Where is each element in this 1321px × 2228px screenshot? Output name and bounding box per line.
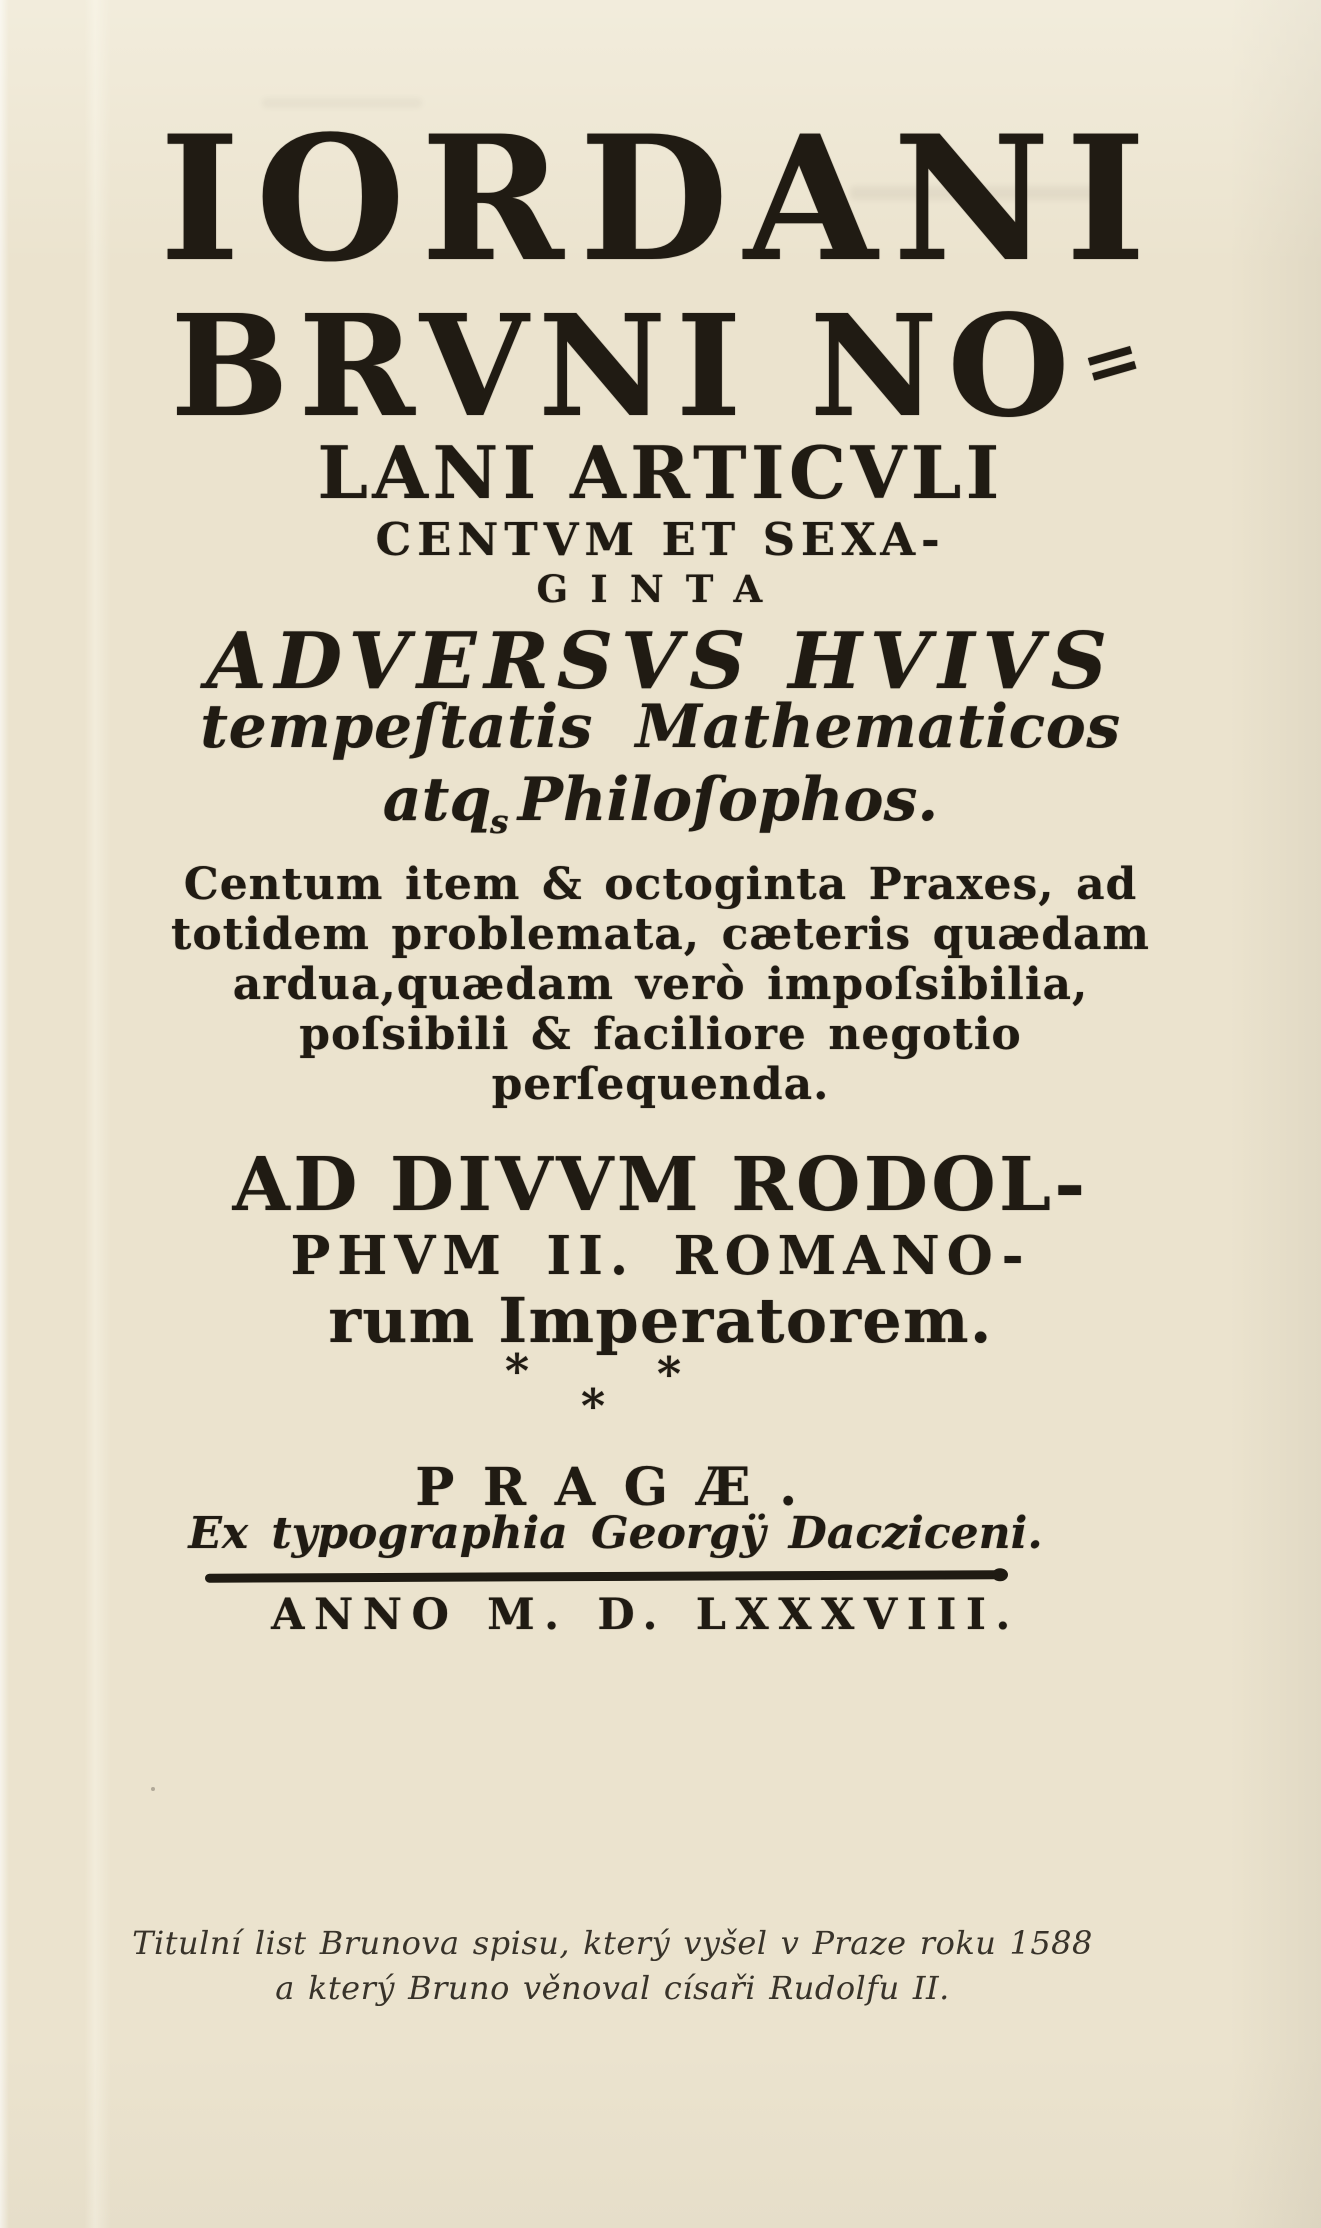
- double-hyphen-glyph: =: [1071, 309, 1161, 409]
- philosophos-text: Philoſophos.: [517, 765, 939, 835]
- praxes-paragraph: [0, 860, 1321, 1110]
- caption-line: Titulní list Brunova spisu, který vyšel v Praze roku 1588: [132, 1924, 1093, 1962]
- imprint-printer: Ex typographia Georgÿ Dacziceni.: [188, 1508, 1043, 1559]
- title-line-lani-articvli: LANI ARTICVLI: [317, 430, 1004, 515]
- dedication-line-phvm-romano: PHVM II. ROMANO-: [290, 1225, 1031, 1287]
- asterisk-ornament: *: [657, 1347, 682, 1401]
- subtitle-line-atque-philosophos: [0, 765, 1321, 841]
- atque-prefix: atq: [382, 765, 492, 835]
- subtitle-line-tempestatis: tempeſtatis Mathematicos: [200, 692, 1121, 762]
- caption-line: a který Bruno věnoval císaři Rudolfu II.: [275, 1969, 950, 2007]
- asterisk-ornament: *: [505, 1344, 530, 1398]
- que-abbreviation-glyph: s: [489, 801, 509, 841]
- paragraph-line: ardua,quædam verò impoſsibilia,: [232, 959, 1089, 1010]
- printer-rule: [205, 1570, 1000, 1582]
- title-line-iordani: IORDANI: [159, 97, 1162, 300]
- paragraph-line: poſsibili & faciliore negotio: [299, 1009, 1022, 1060]
- ink-speck: [151, 1787, 155, 1791]
- asterisk-ornament: *: [581, 1379, 606, 1433]
- title-line-centvm-et-sexa: CENTVM ET SEXA-: [375, 513, 946, 566]
- imprint-year: ANNO M. D. LXXXVIII.: [271, 1590, 1020, 1640]
- paragraph-line: totidem problemata, cæteris quædam: [171, 909, 1150, 960]
- title-line-bruni: [0, 285, 1321, 449]
- title-line-bruni-text: BRVNI NO: [170, 285, 1080, 449]
- dedication-line-rum-imperatorem: rum Imperatorem.: [328, 1284, 993, 1357]
- dedication-line-ad-divvm: AD DIVVM RODOL-: [232, 1142, 1089, 1228]
- imprint-place: PRAGÆ.: [415, 1457, 826, 1518]
- title-line-ginta: GINTA: [536, 567, 785, 611]
- paragraph-line: perſequenda.: [491, 1059, 830, 1110]
- subtitle-line-adversus: ADVERSVS HVIVS: [206, 616, 1115, 707]
- paragraph-line: Centum item & octoginta Praxes, ad: [183, 859, 1138, 910]
- editorial-caption: [0, 1921, 1273, 2011]
